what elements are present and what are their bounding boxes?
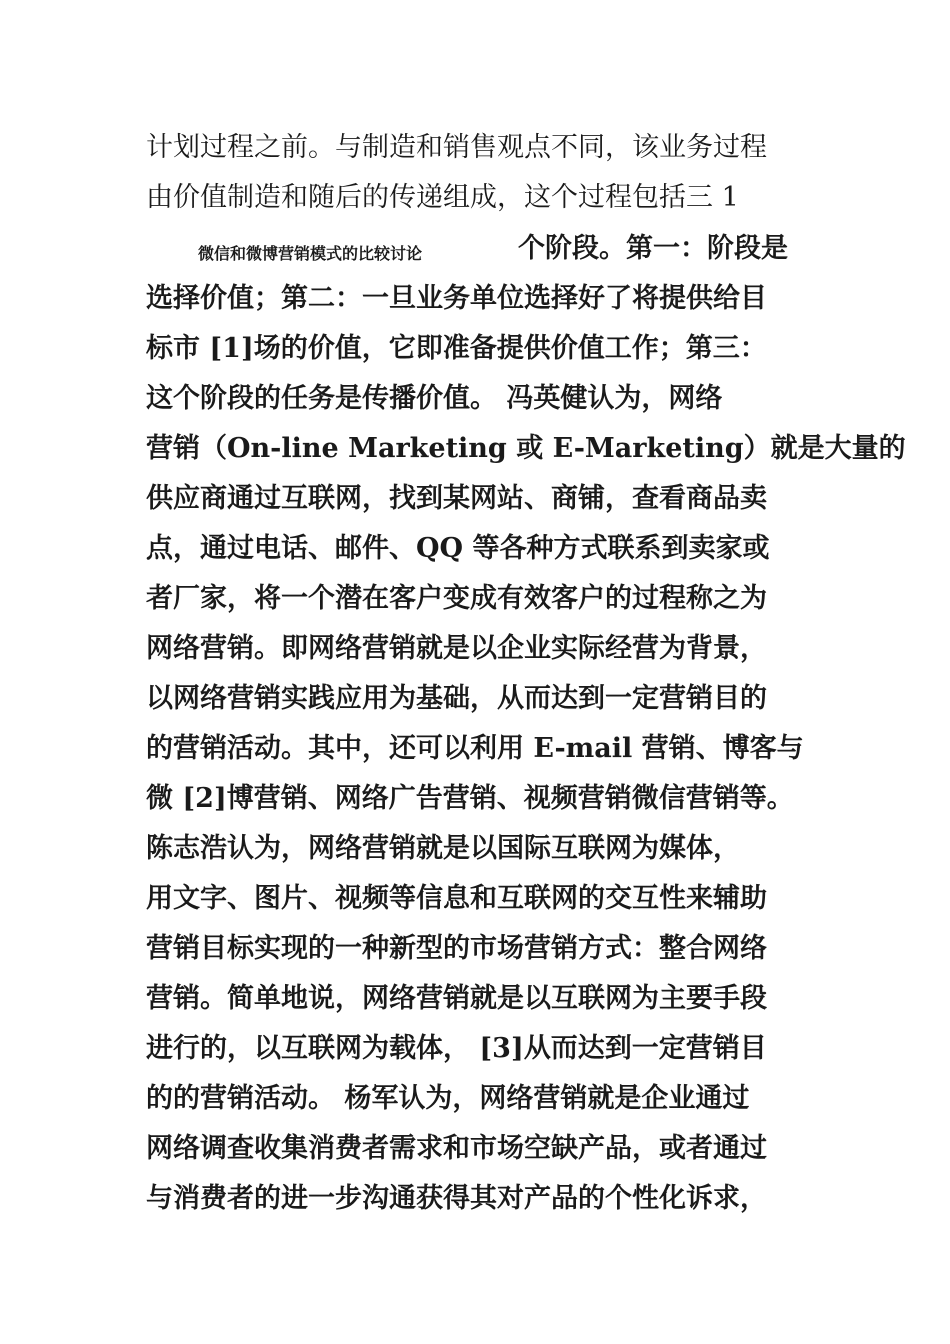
text-line-16: 用文字、图片、视频等信息和互联网的交互性来辅助 — [146, 883, 767, 914]
text-line-21: 网络调查收集消费者需求和市场空缺产品，或者通过 — [146, 1133, 767, 1164]
text-line-11: 网络营销。即网络营销就是以企业实际经营为背景， — [146, 633, 767, 664]
text-line-19: 进行的，以互联网为载体， [3]从而达到一定营销目 — [146, 1033, 767, 1064]
text-line-22: 与消费者的进一步沟通获得其对产品的个性化诉求， — [146, 1183, 767, 1214]
text-line-7: 营销（On-line Marketing 或 E-Marketing）就是大量的 — [146, 433, 906, 464]
running-title: 微信和微博营销模式的比较讨论 — [198, 244, 423, 263]
text-line-5: 标市 [1]场的价值，它即准备提供价值工作；第三： — [146, 333, 767, 364]
text-line-15: 陈志浩认为，网络营销就是以国际互联网为媒体， — [146, 833, 740, 864]
text-line-4: 选择价值；第二：一旦业务单位选择好了将提供给目 — [146, 283, 767, 314]
text-line-6: 这个阶段的任务是传播价值。 冯英健认为，网络 — [146, 383, 723, 414]
text-line-1: 计划过程之前。与制造和销售观点不同，该业务过程 — [146, 132, 767, 163]
text-line-10: 者厂家，将一个潜在客户变成有效客户的过程称之为 — [146, 583, 767, 614]
text-line-8: 供应商通过互联网，找到某网站、商铺，查看商品卖 — [146, 483, 767, 514]
text-line-14: 微 [2]博营销、网络广告营销、视频营销微信营销等。 — [146, 783, 794, 814]
text-line-18: 营销。简单地说，网络营销就是以互联网为主要手段 — [146, 983, 767, 1014]
text-line-13: 的营销活动。其中，还可以利用 E-mail 营销、博客与 — [146, 733, 804, 764]
text-line-9: 点，通过电话、邮件、QQ 等各种方式联系到卖家或 — [146, 533, 770, 564]
text-line-17: 营销目标实现的一种新型的市场营销方式：整合网络 — [146, 933, 767, 964]
text-line-20: 的的营销活动。 杨军认为，网络营销就是企业通过 — [146, 1083, 750, 1114]
text-line-3: 个阶段。第一：阶段是 — [518, 233, 788, 264]
text-line-2: 由价值制造和随后的传递组成，这个过程包括三 1 — [146, 182, 739, 213]
text-line-12: 以网络营销实践应用为基础，从而达到一定营销目的 — [146, 683, 767, 714]
